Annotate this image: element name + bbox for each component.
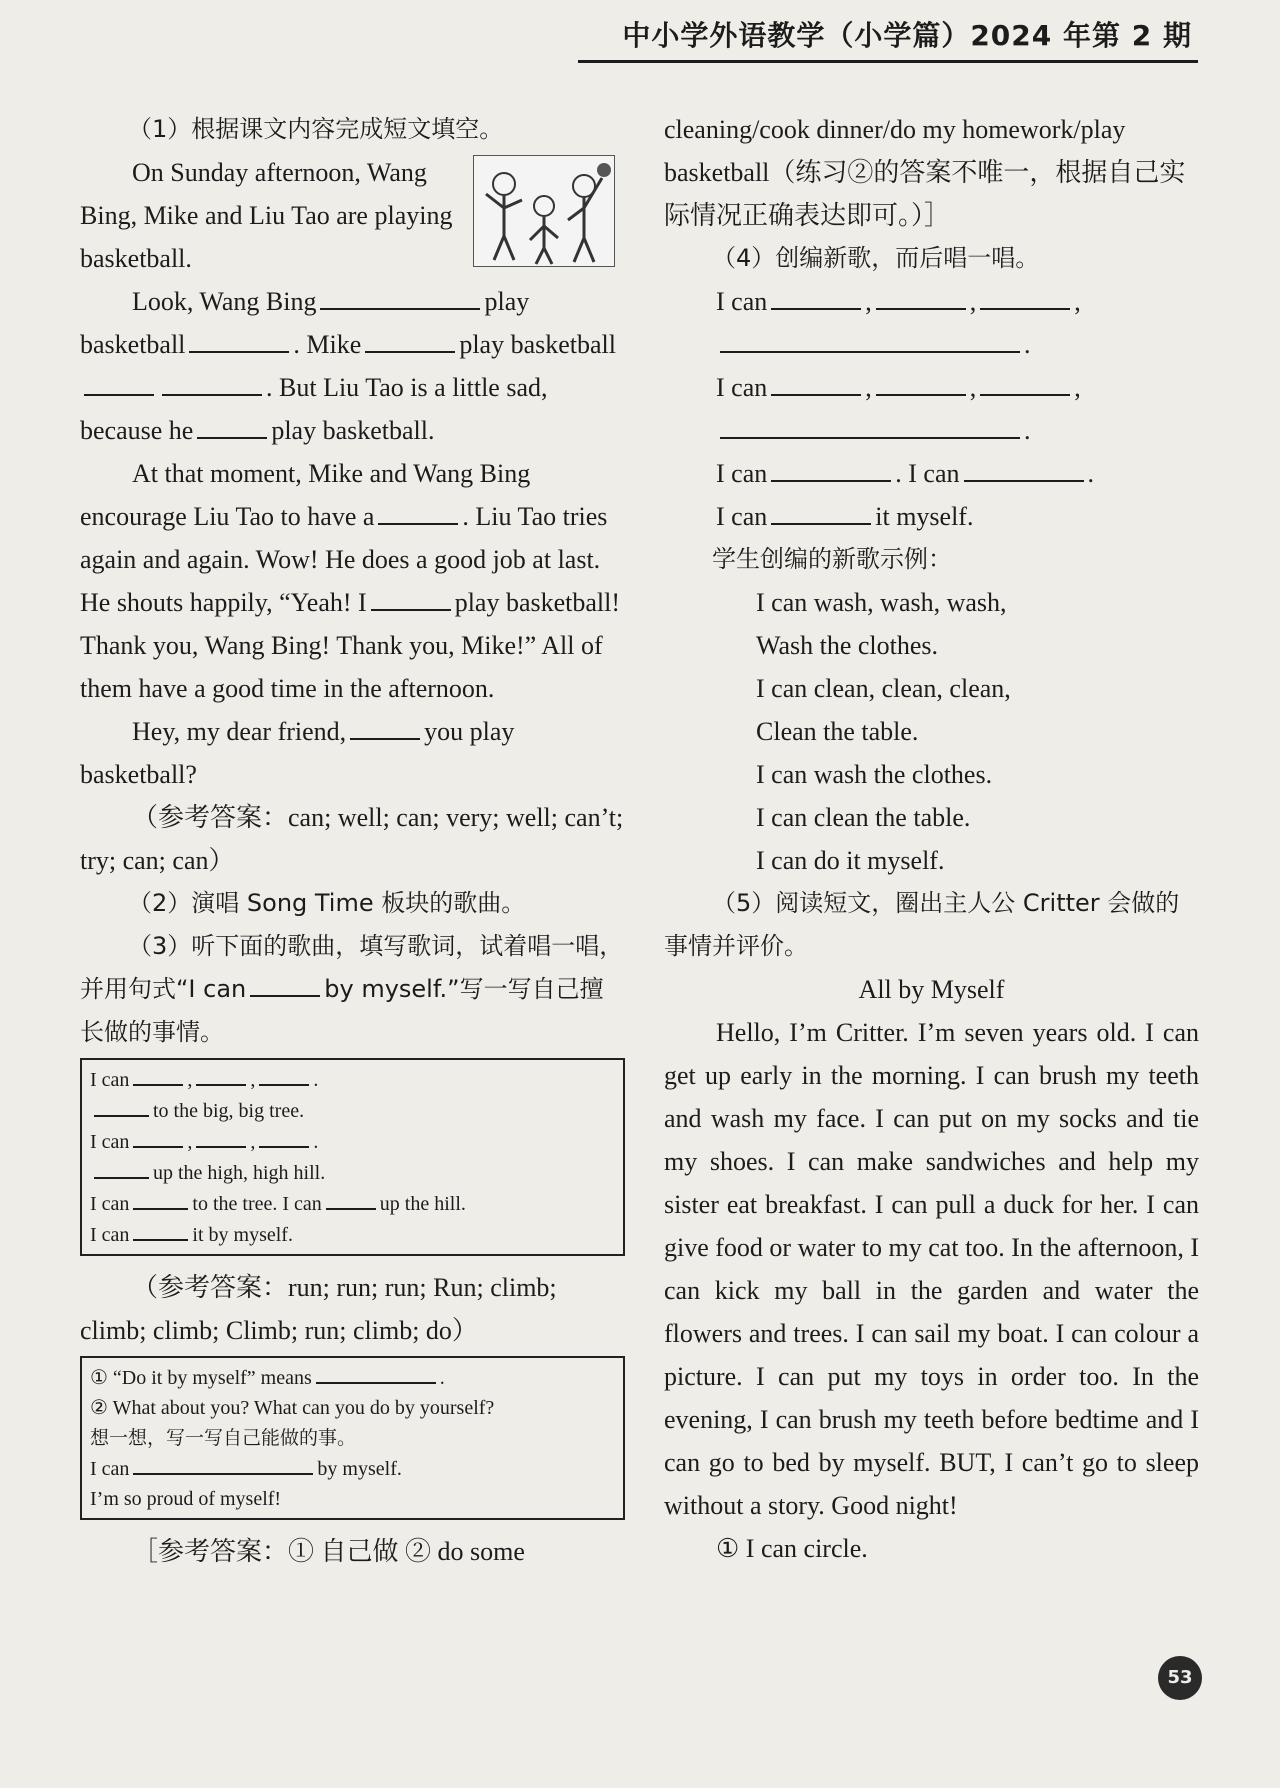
basketball-photo	[473, 155, 615, 267]
story-text: Hello, I’m Critter. I’m seven years old. I can get up early in the morning. I can brush my teeth and wash my face. I can put on my socks and tie my shoes. I can make sandwiches and help my sister eat breakfast. I can pull a duck for her. I can give food or water to my cat too. In the afternoon, I can kick my ball in the garden and water the flowers and trees. I can sail my boat. I can colour a picture. I can put my toys in order too. In the evening, I can brush my teeth before bedtime and I can go to bed by myself. BUT, I can’t go to sleep without a story. Good night!	[664, 1018, 1199, 1520]
text: . Liu Tao tries again and again. Wow! He does a good job at last. He shouts happily, “Yeah! I	[80, 502, 608, 617]
song-blank[interactable]	[771, 368, 861, 396]
lyric-blank[interactable]	[326, 1188, 376, 1210]
answer-key-continued: cleaning/cook dinner/do my homework/play basketball（练习②的答案不唯一，根据自己实际情况正确表达即可。）］	[664, 115, 1186, 230]
lyric-line-2	[90, 1095, 615, 1126]
section-2-heading: （2）演唱 Song Time 板块的歌曲。	[128, 889, 526, 917]
text: to the big, big tree.	[153, 1100, 305, 1122]
blank-6[interactable]	[197, 411, 267, 439]
blank-5[interactable]	[162, 368, 262, 396]
text: play basketball.	[271, 416, 435, 445]
lyric-blank[interactable]	[196, 1064, 246, 1086]
song-blank[interactable]	[771, 497, 871, 525]
lyric-line-6	[90, 1219, 615, 1250]
exercise-blank[interactable]	[316, 1362, 436, 1384]
song-blank[interactable]	[771, 454, 891, 482]
song-blank[interactable]	[720, 325, 1020, 353]
text: （3）听下面的歌曲，填写歌词，试着唱一唱，并用句式“I can	[80, 932, 624, 1003]
text: I can	[90, 1131, 130, 1153]
story-paragraph-1: On Sunday afternoon, Wang Bing, Mike and Liu Tao are playing basketball.	[80, 158, 453, 273]
text: I can	[716, 502, 768, 531]
lyric-blank[interactable]	[133, 1126, 183, 1148]
story-paragraph-2	[80, 280, 625, 452]
text: I can	[716, 287, 768, 316]
lyrics-box	[80, 1058, 625, 1256]
blank-2[interactable]	[189, 325, 289, 353]
song-line: I can clean the table.	[756, 803, 971, 832]
text: it by myself.	[192, 1224, 293, 1246]
text: Look, Wang Bing	[132, 287, 317, 316]
song-blank[interactable]	[964, 454, 1084, 482]
song-line: I can wash the clothes.	[756, 760, 993, 789]
exercise-q2: ② What about you? What can you do by yourself?	[90, 1397, 495, 1419]
exercise-blank[interactable]	[133, 1453, 313, 1475]
text: it myself.	[875, 502, 974, 531]
story-title: All by Myself	[858, 975, 1005, 1004]
journal-header: 中小学外语教学（小学篇）2024 年第 2 期	[622, 19, 1192, 52]
exercise-line-3	[90, 1453, 615, 1484]
story-paragraph-3	[80, 452, 625, 710]
lyric-line-1: I can , , .	[90, 1064, 615, 1095]
text: . I can	[895, 459, 960, 488]
song-line: I can clean, clean, clean,	[756, 674, 1011, 703]
section-4-heading: （4）创编新歌，而后唱一唱。	[712, 244, 1040, 272]
new-song-line-1: I can , , ,	[664, 280, 1199, 323]
song-blank[interactable]	[771, 282, 861, 310]
song-blank[interactable]	[876, 282, 966, 310]
section-1-heading: （1）根据课文内容完成短文填空。	[128, 115, 504, 143]
lyric-blank[interactable]	[259, 1126, 309, 1148]
lyric-blank[interactable]	[259, 1064, 309, 1086]
text: . But Liu Tao is a little sad, because he	[80, 373, 548, 445]
story-paragraph-4	[80, 710, 625, 796]
blank-7[interactable]	[378, 497, 458, 525]
answer-key-start: ［参考答案：① 自己做 ② do some	[132, 1537, 525, 1566]
text: ① “Do it by myself” means	[90, 1367, 312, 1389]
song-line: I can wash, wash, wash,	[756, 588, 1007, 617]
children-playing-image	[474, 156, 614, 266]
blank-3[interactable]	[365, 325, 455, 353]
lyric-blank[interactable]	[196, 1126, 246, 1148]
text: up the hill.	[379, 1193, 466, 1215]
new-song-line-6	[664, 495, 1199, 538]
song-blank[interactable]	[980, 282, 1070, 310]
section-3-heading	[80, 925, 625, 1054]
text: play basketball	[80, 287, 530, 359]
lyric-line-5	[90, 1188, 615, 1219]
question-1: ① I can circle.	[716, 1534, 868, 1563]
text: by myself.”写一写自己擅长做的事情。	[80, 975, 604, 1046]
blank-1[interactable]	[320, 282, 480, 310]
blank-8[interactable]	[371, 583, 451, 611]
blank-4[interactable]	[84, 368, 154, 396]
right-column	[664, 108, 1199, 1570]
song-blank[interactable]	[876, 368, 966, 396]
blank-9[interactable]	[350, 712, 420, 740]
text: you play basketball?	[80, 717, 515, 789]
lyric-line-3: I can , , .	[90, 1126, 615, 1157]
example-song	[664, 581, 1199, 882]
header-rule	[578, 60, 1198, 63]
exercise-q1: ① “Do it by myself” means .	[90, 1362, 615, 1393]
song-line: Wash the clothes.	[756, 631, 939, 660]
lyric-blank[interactable]	[94, 1095, 149, 1117]
lyric-blank[interactable]	[133, 1219, 188, 1241]
page-number-badge: 53	[1158, 1656, 1202, 1700]
new-song-line-4: .	[664, 409, 1199, 452]
example-heading: 学生创编的新歌示例：	[712, 545, 952, 573]
text: to the tree. I can	[192, 1193, 322, 1215]
answer-key-3: （参考答案：run; run; run; Run; climb; climb; climb; Climb; run; climb; do）	[80, 1273, 557, 1345]
answer-key-1: （参考答案：can; well; can; very; well; can’t; try; can; can）	[80, 803, 624, 875]
exercise-box	[80, 1356, 625, 1520]
new-song-line-2: .	[664, 323, 1199, 366]
text: I can	[716, 459, 768, 488]
text: I can	[90, 1069, 130, 1091]
text: I can	[90, 1458, 130, 1480]
song-blank[interactable]	[980, 368, 1070, 396]
lyric-blank[interactable]	[133, 1188, 188, 1210]
lyric-line-4	[90, 1157, 615, 1188]
song-line: Clean the table.	[756, 717, 919, 746]
exercise-line-4: I’m so proud of myself!	[90, 1488, 282, 1510]
exercise-q2-zh: 想一想，写一写自己能做的事。	[90, 1427, 357, 1449]
text: I can	[90, 1193, 130, 1215]
text: . Mike	[293, 330, 362, 359]
text: I can	[716, 373, 768, 402]
text: play basketball	[459, 330, 616, 359]
text: Hey, my dear friend,	[132, 717, 347, 746]
song-blank[interactable]	[720, 411, 1020, 439]
text: play basketball! Thank you, Wang Bing! Thank you, Mike!” All of them have a good time in the afternoon.	[80, 588, 621, 703]
lyric-blank[interactable]	[133, 1064, 183, 1086]
song-line: I can do it myself.	[756, 846, 945, 875]
lyric-blank[interactable]	[94, 1157, 149, 1179]
text: At that moment, Mike and Wang Bing encourage Liu Tao to have a	[80, 459, 531, 531]
left-column	[80, 108, 625, 1573]
text: I can	[90, 1224, 130, 1246]
blank-s3[interactable]	[250, 969, 320, 997]
new-song-line-3: I can , , ,	[664, 366, 1199, 409]
new-song-line-5: I can . I can .	[664, 452, 1199, 495]
section-5-heading: （5）阅读短文，圈出主人公 Critter 会做的事情并评价。	[664, 889, 1180, 960]
text: by myself.	[317, 1458, 402, 1480]
text: up the high, high hill.	[153, 1162, 326, 1184]
